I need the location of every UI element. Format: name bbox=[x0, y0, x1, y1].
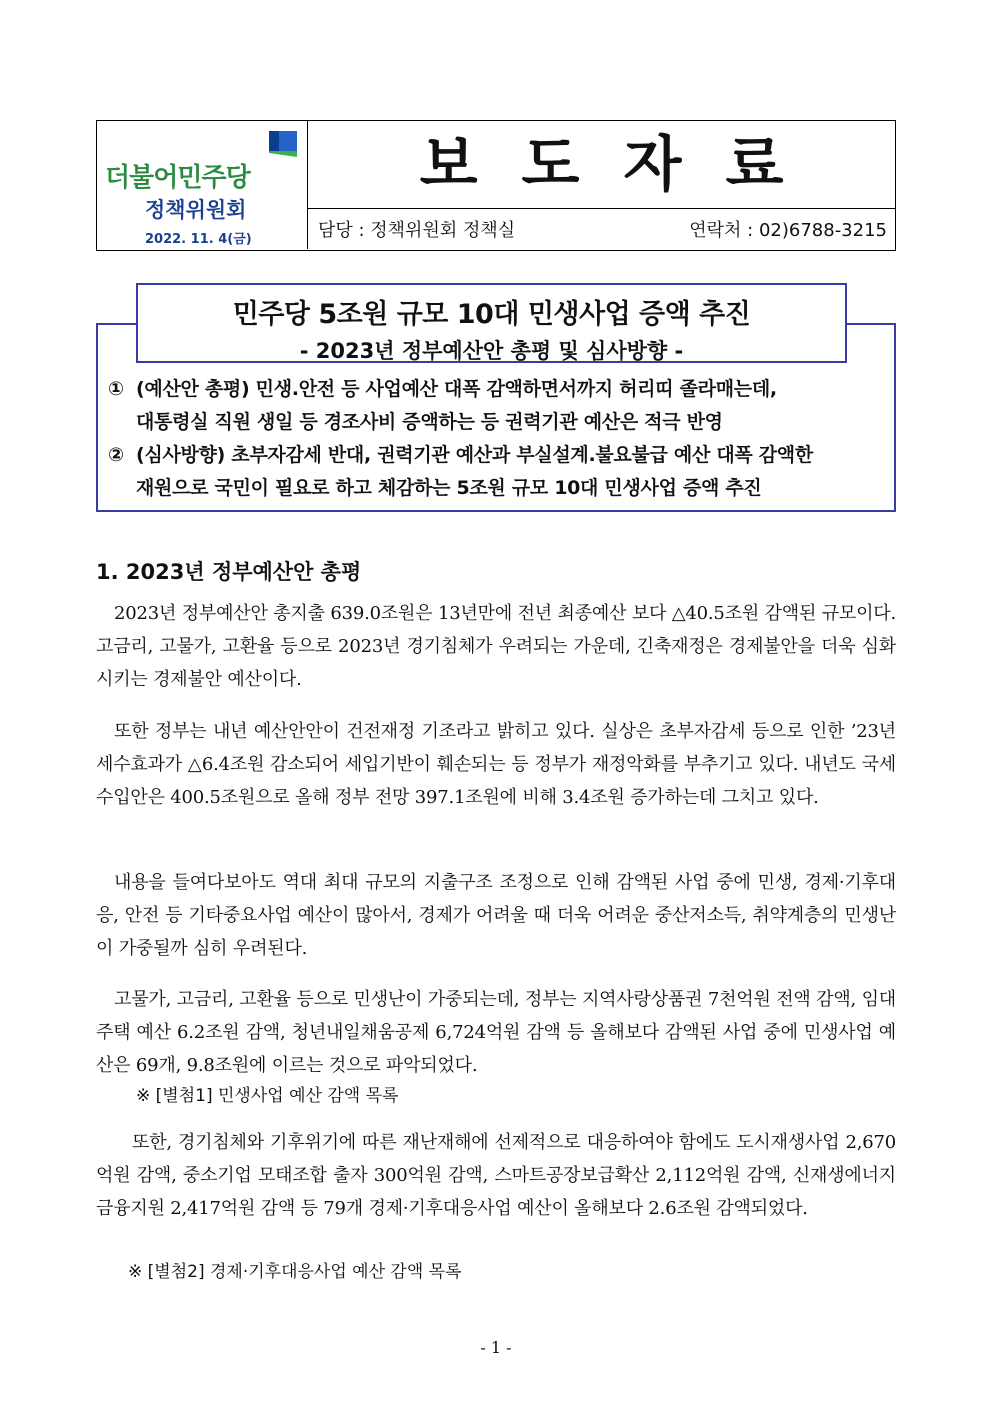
party-flag-icon bbox=[265, 129, 299, 159]
page-title-text: 보도자료 bbox=[419, 129, 828, 200]
attachment-note: ※ [별첨2] 경제·기후대응사업 예산 감액 목록 bbox=[128, 1262, 462, 1282]
committee-name: 정책위원회 bbox=[145, 198, 247, 222]
headline-subtitle: - 2023년 정부예산안 총평 및 심사방향 - bbox=[299, 339, 684, 363]
body-paragraph: 2023년 정부예산안 총지출 639.0조원은 13년만에 전년 최종예산 보다 △40.5조원 감액된 규모이다. 고금리, 고물가, 고환율 등으로 2023년 경기침체가 우려되는 가운데, 긴축재정은 경제불안을 더욱 심화시키는 경제불안 예산이다. bbox=[96, 603, 896, 690]
section-title: 1. 2023년 정부예산안 총평 bbox=[96, 560, 362, 584]
contact-person: 담당 : 정책위원회 정책실 bbox=[318, 220, 516, 241]
headline-box bbox=[136, 283, 847, 363]
press-release-header bbox=[96, 120, 896, 251]
point-line: 재원으로 국민이 필요로 하고 체감하는 5조원 규모 10대 민생사업 증액 추진 bbox=[136, 477, 762, 499]
point-line: (예산안 총평) 민생.안전 등 사업예산 대폭 감액하면서까지 허리띠 졸라매는데, bbox=[136, 378, 777, 400]
point-number: ① bbox=[108, 378, 124, 400]
headline-main: 민주당 5조원 규모 10대 민생사업 증액 추진 bbox=[232, 299, 751, 330]
body-paragraph: 또한, 경기침체와 기후위기에 따른 재난재해에 선제적으로 대응하여야 함에도 도시재생사업 2,670억원 감액, 중소기업 모태조합 출자 300억원 감액, 스마트공장보급확산 2,112억원 감액, 신재생에너지 금융지원 2,417억원 감액 등 79개 경제·기후대응사업 예산이 올해보다 2.6조원 감액되었다. bbox=[96, 1132, 896, 1219]
point-number: ② bbox=[108, 444, 124, 466]
page-number: - 1 - bbox=[480, 1338, 512, 1357]
page-title bbox=[308, 121, 895, 209]
party-name: 더불어민주당 bbox=[105, 163, 250, 193]
party-logo bbox=[97, 121, 308, 249]
attachment-note: ※ [별첨1] 민생사업 예산 감액 목록 bbox=[136, 1086, 399, 1106]
body-paragraph: 고물가, 고금리, 고환율 등으로 민생난이 가중되는데, 정부는 지역사랑상품권 7천억원 전액 감액, 임대주택 예산 6.2조원 감액, 청년내일채움공제 6,724억원 감액 등 올해보다 감액된 사업 중에 민생사업 예산은 69개, 9.8조원에 이르는 것으로 파악되었다. bbox=[96, 989, 896, 1076]
contact-row bbox=[308, 209, 895, 249]
summary-point bbox=[108, 373, 886, 439]
point-line: (심사방향) 초부자감세 반대, 권력기관 예산과 부실설계.불요불급 예산 대폭 감액한 bbox=[136, 444, 813, 466]
point-line: 대통령실 직원 생일 등 경조사비 증액하는 등 권력기관 예산은 적극 반영 bbox=[136, 411, 723, 433]
contact-phone: 연락처 : 02)6788-3215 bbox=[689, 220, 887, 241]
body-paragraph: 또한 정부는 내년 예산안안이 건전재정 기조라고 밝히고 있다. 실상은 초부자감세 등으로 인한 ’23년 세수효과가 △6.4조원 감소되어 세입기반이 훼손되는 등 정부가 재정악화를 부추기고 있다. 내년도 국세수입안은 400.5조원으로 올해 정부 전망 397.1조원에 비해 3.4조원 증가하는데 그치고 있다. bbox=[96, 721, 896, 808]
release-date: 2022. 11. 4(금) bbox=[145, 232, 252, 247]
summary-point bbox=[108, 439, 886, 505]
summary-points bbox=[98, 373, 894, 505]
body-paragraph: 내용을 들여다보아도 역대 최대 규모의 지출구조 조정으로 인해 감액된 사업 중에 민생, 경제·기후대응, 안전 등 기타중요사업 예산이 많아서, 경제가 어려울 때 더욱 어려운 중산저소득, 취약계층의 민생난이 가중될까 심히 우려된다. bbox=[96, 872, 896, 959]
